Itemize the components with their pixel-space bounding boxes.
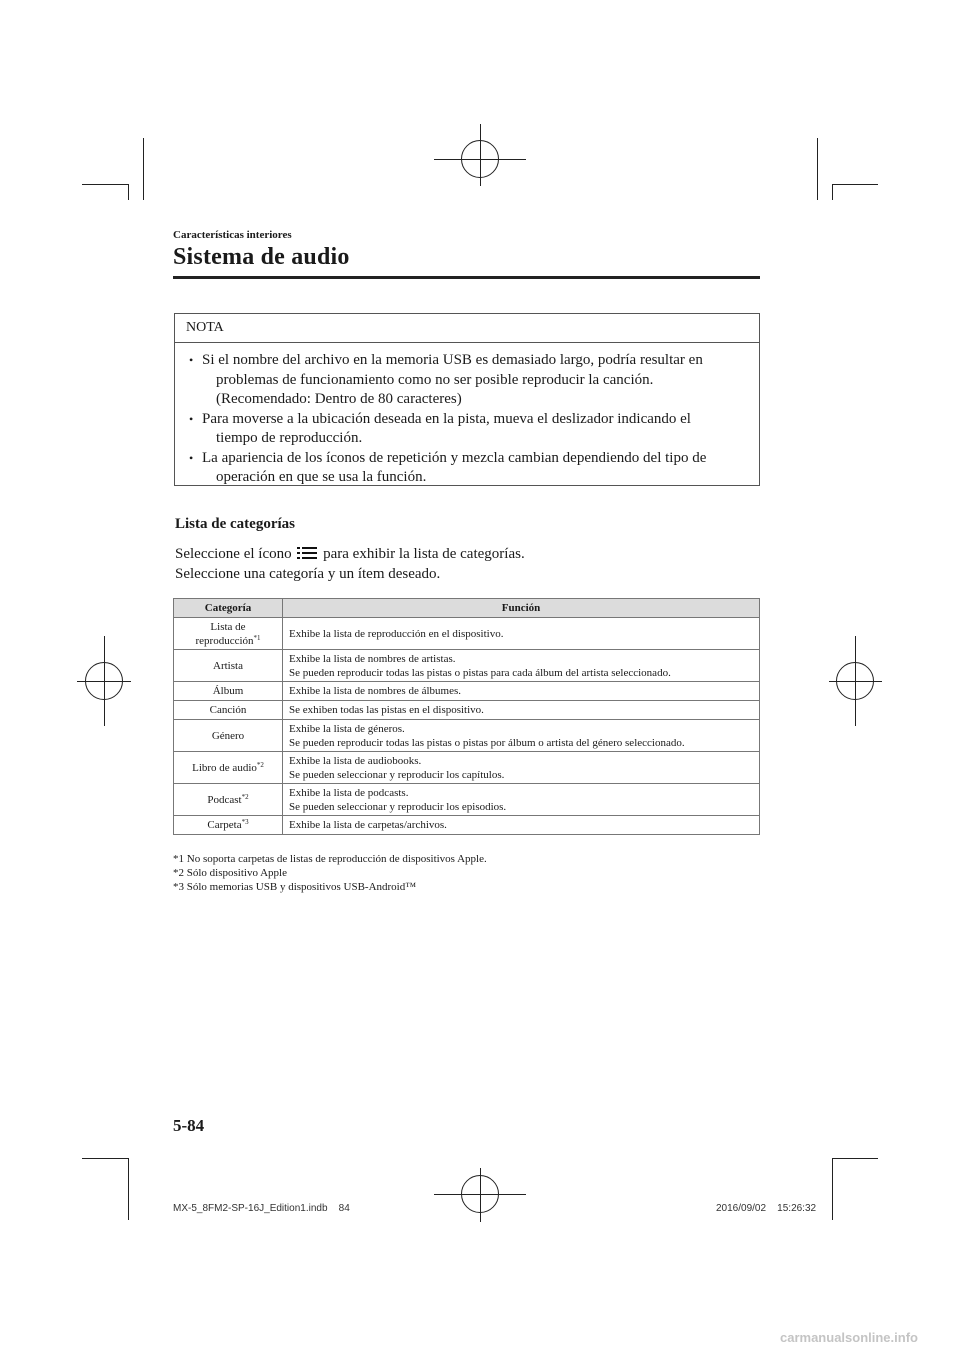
note-item: • Si el nombre del archivo en la memoria USB es demasiado largo, podría resultar en problemas de funcionamiento como no ser posible reproducir la canción. (Recomendado: Dentro de 80 caracteres) — [189, 352, 703, 407]
function-cell: Exhibe la lista de podcasts. Se pueden seleccionar y reproducir los episodios. — [283, 784, 760, 816]
column-header-function: Función — [283, 599, 760, 618]
page-number: 5-84 — [173, 1116, 205, 1135]
note-heading: NOTA — [175, 314, 759, 343]
page-title: Sistema de audio — [173, 244, 350, 270]
table-row — [174, 650, 760, 682]
table-row — [174, 701, 760, 720]
section-label: Características interiores — [173, 229, 292, 241]
category-cell: Género — [174, 720, 283, 752]
category-cell: Podcast$^{*2}$ — [174, 784, 283, 816]
table-row — [174, 682, 760, 701]
function-cell: Exhibe la lista de nombres de álbumes. — [283, 682, 760, 701]
list-icon — [297, 546, 317, 560]
bullet-icon: • — [189, 450, 194, 465]
instruction-paragraph-1: Seleccione el ícono para exhibir la lista de categorías. — [175, 546, 525, 562]
title-rule — [173, 276, 760, 279]
category-cell: Lista de reproducción$^{*1}$ — [174, 618, 283, 650]
function-cell: Exhibe la lista de audiobooks. Se pueden seleccionar y reproducir los capítulos. — [283, 752, 760, 784]
table-row — [174, 618, 760, 650]
imprint-datetime: 2016/09/02 15:26:32 — [716, 1203, 817, 1214]
function-cell: Exhibe la lista de géneros. Se pueden reproducir todas las pistas o pistas por álbum o artista del género seleccionado. — [283, 720, 760, 752]
function-cell: Exhibe la lista de nombres de artistas. Se pueden reproducir todas las pistas o pistas para cada álbum del artista seleccionado. — [283, 650, 760, 682]
table-row — [174, 752, 760, 784]
category-cell: Álbum — [174, 682, 283, 701]
footnotes — [173, 852, 487, 894]
category-cell: Libro de audio$^{*2}$ — [174, 752, 283, 784]
instruction-paragraph-2: Seleccione una categoría y un ítem deseado. — [175, 566, 441, 582]
table-row — [174, 784, 760, 816]
function-cell: Se exhiben todas las pistas en el dispositivo. — [283, 701, 760, 720]
table-header-row — [174, 599, 760, 618]
note-list — [175, 343, 759, 488]
table-row — [174, 816, 760, 835]
bullet-icon: • — [189, 353, 194, 367]
function-cell: Exhibe la lista de carpetas/archivos. — [283, 816, 760, 835]
category-table — [173, 598, 760, 835]
imprint-file: MX-5_8FM2-SP-16J_Edition1.indb 84 — [173, 1203, 350, 1214]
bullet-icon: • — [189, 411, 194, 426]
category-cell: Carpeta$^{*3}$ — [174, 816, 283, 835]
note-item: • Para moverse a la ubicación deseada en la pista, mueva el deslizador indicando el tiempo de reproducción. — [189, 410, 691, 446]
function-cell: Exhibe la lista de reproducción en el dispositivo. — [283, 618, 760, 650]
watermark: carmanualsonline.info — [780, 1330, 918, 1345]
footnote: *1 No soporta carpetas de listas de reproducción de dispositivos Apple. — [173, 853, 487, 865]
column-header-category: Categoría — [174, 599, 283, 618]
section-title: Lista de categorías — [175, 516, 295, 532]
category-cell: Canción — [174, 701, 283, 720]
note-box — [174, 313, 760, 486]
note-item: • La apariencia de los íconos de repetición y mezcla cambian dependiendo del tipo de operación en que se usa la función. — [189, 449, 707, 485]
category-cell: Artista — [174, 650, 283, 682]
footnote: *3 Sólo memorias USB y dispositivos USB-Android™ — [173, 881, 417, 893]
footnote: *2 Sólo dispositivo Apple — [173, 867, 287, 879]
table-row — [174, 720, 760, 752]
